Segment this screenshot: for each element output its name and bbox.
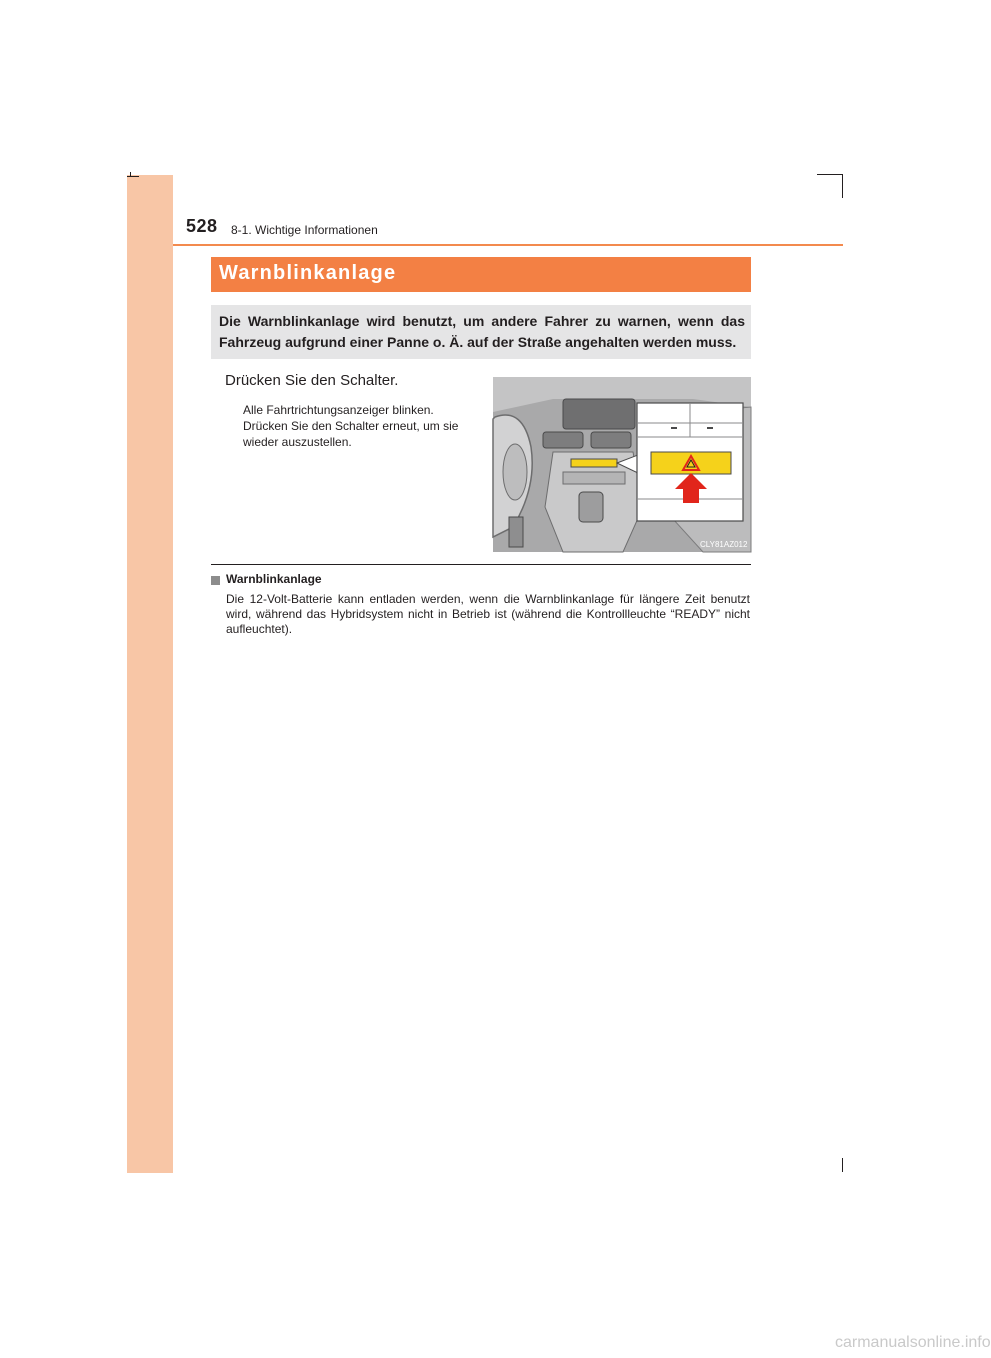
- note-body: Die 12-Volt-Batterie kann entladen werden, wenn die Warnblinkanlage für längere Zeit benutzt wird, während das Hybridsystem nicht in Betrieb ist (während die Kontrollleuchte “READY” nicht aufleuchtet).: [226, 592, 750, 636]
- crop-mark-top-right-vertical: [842, 174, 843, 198]
- right-vent: [591, 432, 631, 448]
- dashboard-drawing: [493, 377, 751, 552]
- step-detail-line: Drücken Sie den Schalter erneut, um sie: [243, 419, 459, 433]
- crop-mark-bottom-right: [842, 1158, 843, 1172]
- chapter-sidebar-tab: [127, 175, 173, 1173]
- intro-box: [211, 305, 751, 359]
- center-display: [563, 399, 635, 429]
- step-detail-line: Alle Fahrtrichtungsanzeiger blinken.: [243, 403, 434, 417]
- dashboard-illustration: [493, 377, 751, 552]
- square-bullet-icon: [211, 576, 220, 585]
- shift-lever: [579, 492, 603, 522]
- crop-mark-top-right-horizontal: [817, 174, 843, 175]
- hazard-switch-location: [571, 459, 617, 467]
- crop-mark-top-left-tick: [130, 172, 131, 177]
- left-vent: [543, 432, 583, 448]
- pedal: [509, 517, 523, 547]
- climate-controls: [563, 472, 625, 484]
- title-bar: [211, 257, 751, 292]
- page-number: 528: [186, 216, 218, 236]
- note-heading: Warnblinkanlage: [226, 572, 322, 586]
- step-detail-line: wieder auszustellen.: [243, 435, 352, 449]
- page-heading: Warnblinkanlage: [219, 262, 397, 284]
- step-instruction: Drücken Sie den Schalter.: [225, 372, 399, 389]
- crop-mark-top-left: [127, 176, 139, 177]
- section-divider: [211, 564, 751, 565]
- step-detail: [243, 402, 481, 450]
- figure-code: CLY81AZ012: [700, 540, 748, 549]
- steering-hub: [503, 444, 527, 500]
- section-title: 8-1. Wichtige Informationen: [231, 223, 378, 237]
- intro-text: Die Warnblinkanlage wird benutzt, um andere Fahrer zu warnen, wenn das Fahrzeug aufgrund einer Panne o. Ä. auf der Straße angehalten werden muss.: [219, 313, 745, 350]
- footer-watermark: carmanualsonline.info: [835, 1334, 991, 1351]
- header-rule: [173, 244, 843, 246]
